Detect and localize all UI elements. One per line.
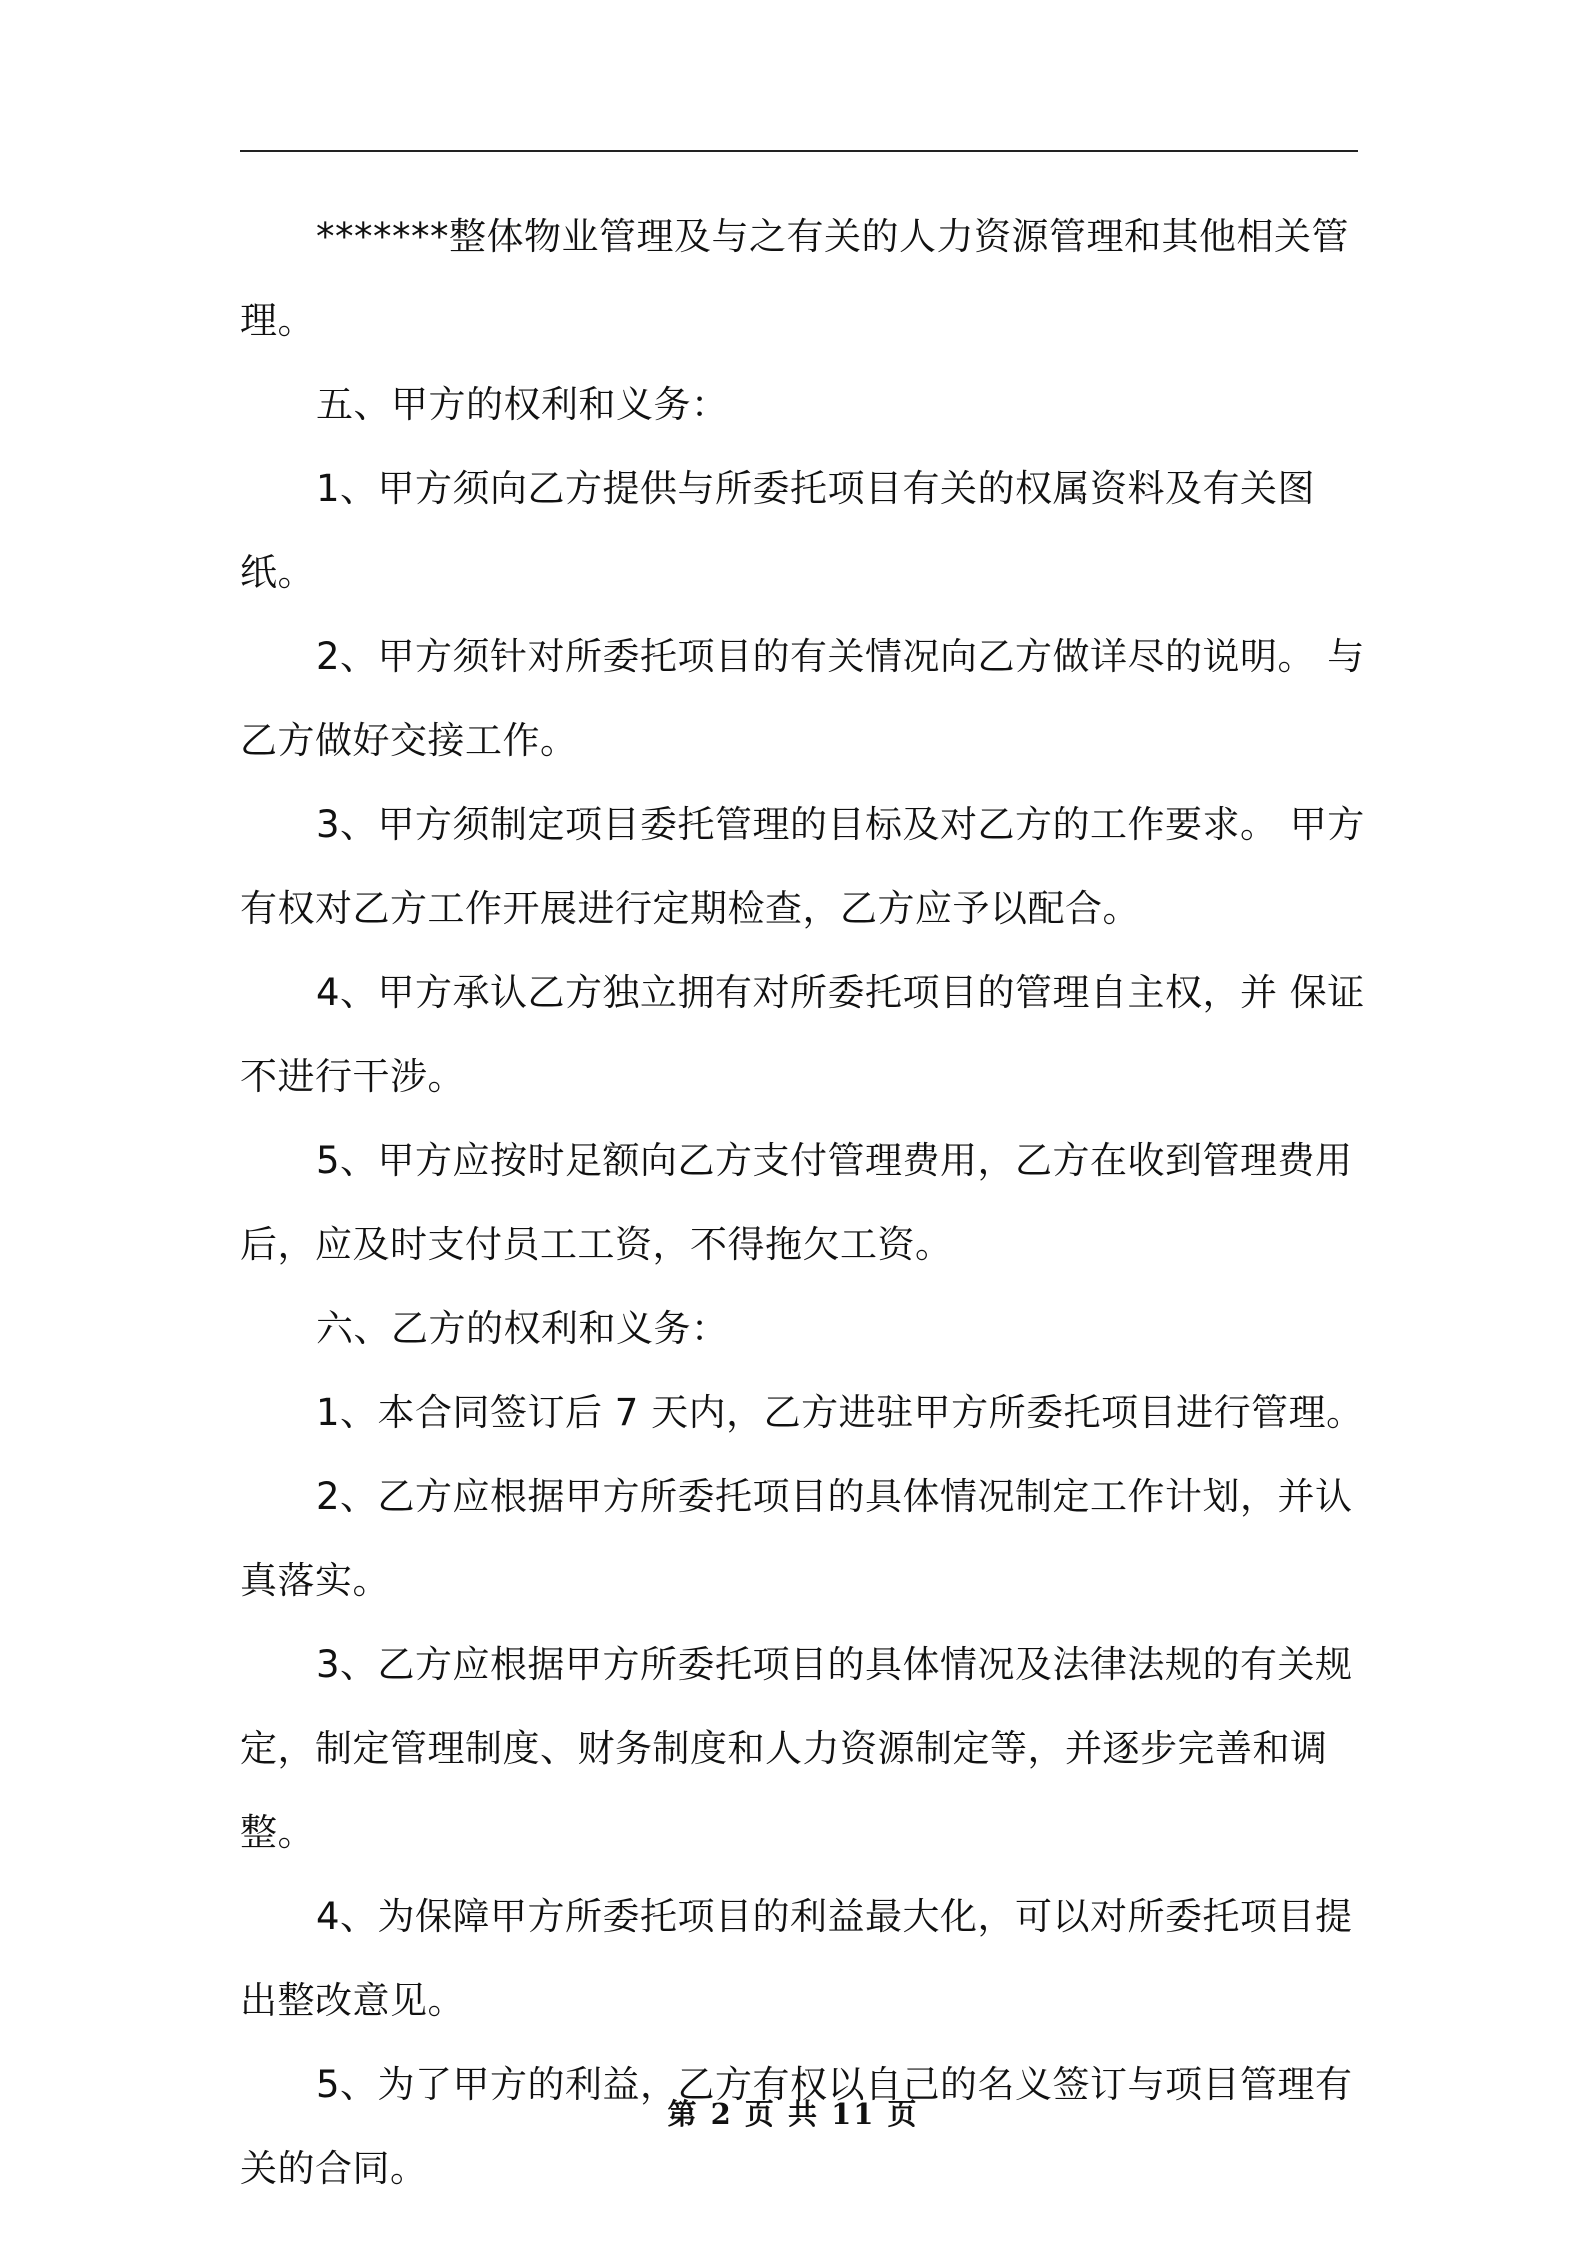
section-heading-party-a: 五、甲方的权利和义务： <box>316 383 729 426</box>
paragraph-party-b-2: 2、乙方应根据甲方所委托项目的具体情况制定工作计划，并认真落实。 <box>240 1475 1353 1602</box>
paragraph-scope: *******整体物业管理及与之有关的人力资源管理和其他相关管理。 <box>240 215 1349 342</box>
footer-total-pages: 11 <box>831 2097 876 2131</box>
footer-suffix: 页 <box>887 2097 919 2131</box>
footer-middle: 页 共 <box>744 2097 819 2131</box>
document-body <box>240 195 1365 2211</box>
paragraph-party-a-4: 4、甲方承认乙方独立拥有对所委托项目的管理自主权，并 保证不进行干涉。 <box>240 971 1365 1098</box>
paragraph-party-b-1: 1、本合同签订后 7 天内，乙方进驻甲方所委托项目进行管理。 <box>316 1391 1364 1434</box>
paragraph-party-a-2: 2、甲方须针对所委托项目的有关情况向乙方做详尽的说明。 与乙方做好交接工作。 <box>240 635 1365 762</box>
paragraph-party-a-5: 5、甲方应按时足额向乙方支付管理费用，乙方在收到管理费用后，应及时支付员工工资，不得拖欠工资。 <box>240 1139 1353 1266</box>
paragraph-party-b-4: 4、为保障甲方所委托项目的利益最大化，可以对所委托项目提出整改意见。 <box>240 1895 1353 2022</box>
paragraph-party-a-1: 1、甲方须向乙方提供与所委托项目有关的权属资料及有关图纸。 <box>240 467 1316 594</box>
footer-prefix: 第 <box>667 2097 699 2131</box>
paragraph-party-b-5: 5、为了甲方的利益，乙方有权以自己的名义签订与项目管理有关的合同。 <box>240 2063 1353 2190</box>
footer-current-page: 2 <box>710 2097 733 2131</box>
page-footer <box>0 2092 1586 2133</box>
section-heading-party-b: 六、乙方的权利和义务： <box>316 1307 729 1350</box>
header-rule <box>240 150 1358 152</box>
paragraph-party-a-3: 3、甲方须制定项目委托管理的目标及对乙方的工作要求。 甲方有权对乙方工作开展进行定期检查，乙方应予以配合。 <box>240 803 1365 930</box>
paragraph-party-b-3: 3、乙方应根据甲方所委托项目的具体情况及法律法规的有关规定，制定管理制度、财务制度和人力资源制定等，并逐步完善和调整。 <box>240 1643 1353 1854</box>
